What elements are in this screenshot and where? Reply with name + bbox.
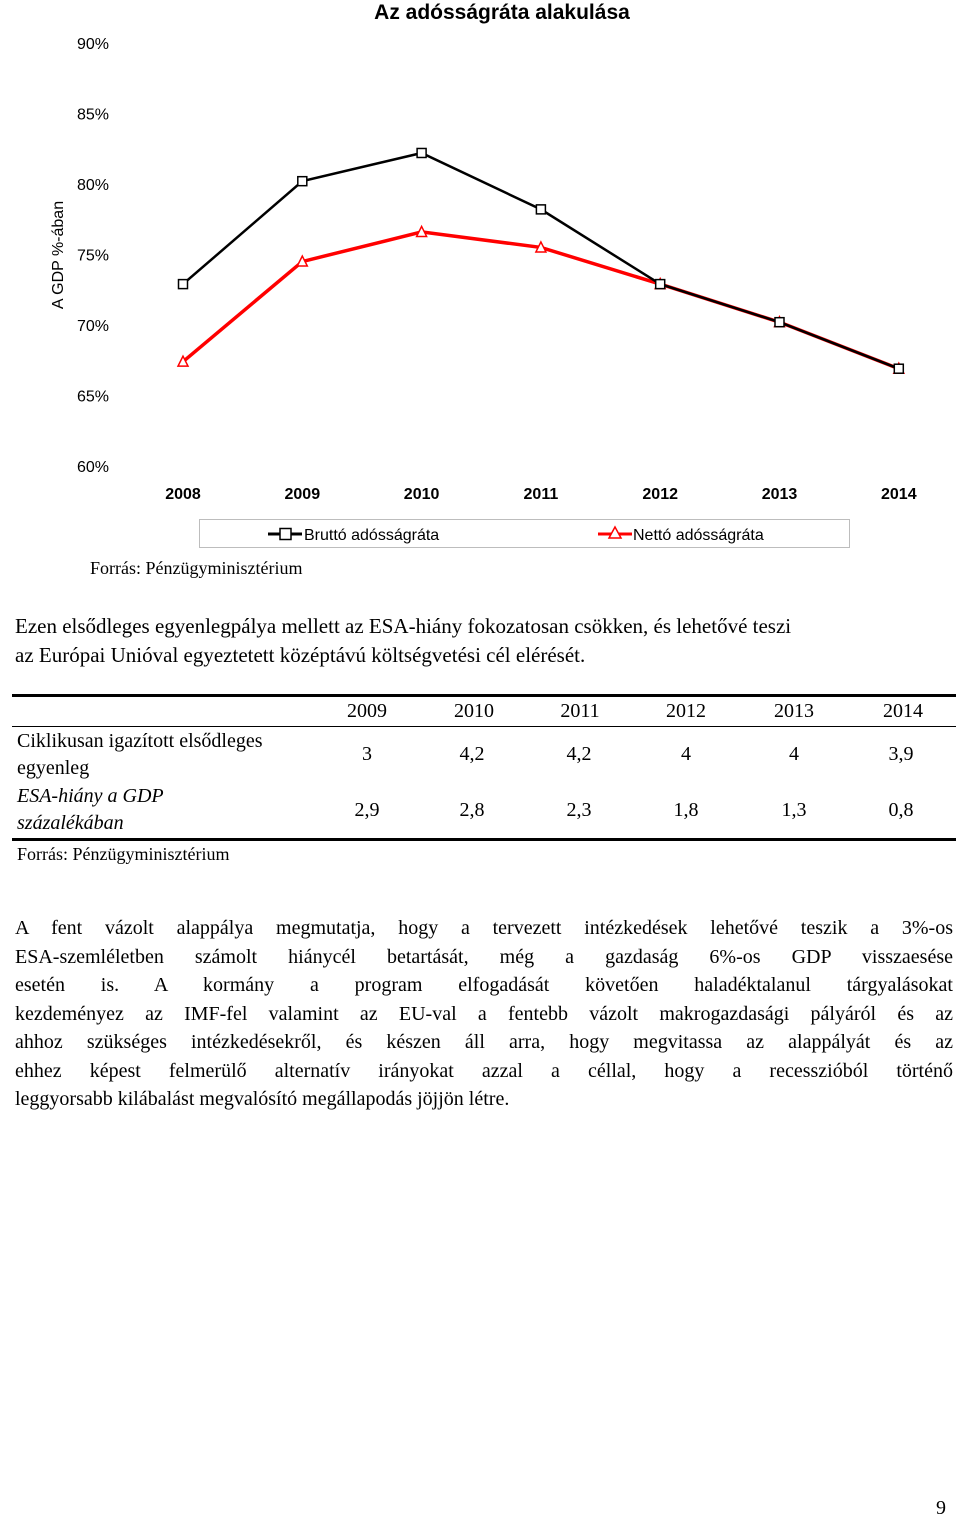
legend-series-2-label: Nettó adósságráta — [633, 527, 764, 544]
x-tick-label: 2008 — [165, 486, 201, 503]
y-tick-label: 75% — [76, 247, 109, 265]
y-tick-label: 80% — [76, 177, 109, 194]
paragraph-2-line: ahhoz szükséges intézkedésekről, és készen áll arra, hogy megvitassa az alappályát és az — [15, 1031, 953, 1053]
data-point-square — [179, 280, 188, 289]
table-header-rule — [12, 726, 956, 727]
table-cell: 2,9 — [354, 799, 380, 821]
x-tick-label: 2009 — [284, 486, 321, 503]
table-cell: 3 — [362, 743, 372, 765]
x-tick-label: 2011 — [523, 486, 559, 503]
x-axis-ticks — [165, 486, 916, 503]
paragraph-2-line: ehhez képest felmerülő alternatív irányokat azzal a céllal, hogy a recesszióból történő — [15, 1059, 953, 1082]
y-tick-label: 90% — [76, 36, 109, 53]
data-point-square — [298, 177, 307, 186]
table-source: Forrás: Pénzügyminisztérium — [17, 844, 230, 864]
x-tick-label: 2010 — [403, 486, 440, 503]
table-row-label — [17, 728, 263, 782]
table-cell: 4,2 — [459, 743, 485, 765]
page-number: 9 — [936, 1497, 946, 1519]
x-tick-label: 2012 — [642, 486, 678, 503]
paragraph-1-line: Ezen elsődleges egyenlegpálya mellett az ESA-hiány fokozatosan csökken, és lehetővé teszi — [15, 614, 792, 638]
data-point-square — [894, 364, 903, 373]
series-layer — [178, 148, 904, 373]
paragraph-1 — [15, 612, 955, 670]
series-line-1 — [183, 153, 899, 369]
y-tick-label: 70% — [76, 318, 109, 335]
table-header-year: 2014 — [883, 700, 923, 722]
paragraph-2-line: ESA-szemléletben számolt hiánycél betartását, még a gazdaság 6%-os GDP visszaesése — [15, 945, 953, 968]
y-tick-label: 65% — [76, 388, 109, 406]
legend-series-1-label: Bruttó adósságráta — [304, 527, 440, 544]
table-header-year: 2012 — [666, 700, 706, 722]
paragraph-2-line: leggyorsabb kilábalást megvalósító megállapodás jöjjön létre. — [15, 1088, 510, 1110]
table-cell: 2,3 — [566, 799, 592, 821]
debt-ratio-chart — [0, 0, 960, 560]
table-cell: 2,8 — [459, 799, 485, 821]
paragraph-2-line: esetén is. A kormány a program elfogadását követően haladéktalanul tárgyalásokat — [15, 974, 953, 996]
table-header-year: 2010 — [454, 700, 494, 722]
table-cell: 4 — [789, 743, 799, 765]
row-label-line: egyenleg — [17, 757, 90, 779]
data-point-square — [536, 205, 545, 214]
row-label-line: Ciklikusan igazított elsődleges — [17, 730, 263, 752]
table-cell: 1,8 — [673, 799, 699, 821]
data-point-square — [656, 280, 665, 289]
chart-title: Az adósságráta alakulása — [374, 1, 630, 24]
table-cell: 3,9 — [888, 743, 914, 765]
table-header-year: 2011 — [560, 700, 600, 722]
paragraph-1-line: az Európai Unióval egyeztetett középtávú költségvetési cél elérését. — [15, 643, 586, 667]
table-cell: 1,3 — [781, 799, 807, 821]
paragraph-2 — [15, 914, 953, 1114]
table-row-label — [17, 783, 164, 837]
table-cell: 4,2 — [566, 743, 592, 765]
data-point-square — [417, 148, 426, 157]
table-header-year: 2009 — [347, 700, 387, 722]
table-top-rule — [12, 694, 956, 697]
legend-box — [199, 519, 850, 548]
y-tick-label: 85% — [76, 106, 109, 124]
row-label-line: százalékában — [17, 812, 124, 834]
x-tick-label: 2013 — [761, 486, 798, 503]
paragraph-2-line: kezdeményez az IMF-fel valamint az EU-val a fentebb vázolt makrogazdasági pályáról és az — [15, 1002, 953, 1025]
y-axis-label: A GDP %-ában — [50, 200, 67, 310]
table-header-year: 2013 — [774, 700, 814, 722]
y-axis-ticks — [77, 36, 109, 476]
chart-source: Forrás: Pénzügyminisztérium — [90, 558, 303, 578]
x-tick-label: 2014 — [881, 486, 917, 503]
row-label-line: ESA-hiány a GDP — [17, 785, 164, 807]
paragraph-2-line: A fent vázolt alappálya megmutatja, hogy a tervezett intézkedések lehetővé teszik a 3%-os — [15, 917, 953, 939]
data-point-square — [775, 318, 784, 327]
y-tick-label: 60% — [76, 459, 109, 476]
table-cell: 4 — [681, 743, 691, 765]
table-cell: 0,8 — [888, 799, 914, 821]
